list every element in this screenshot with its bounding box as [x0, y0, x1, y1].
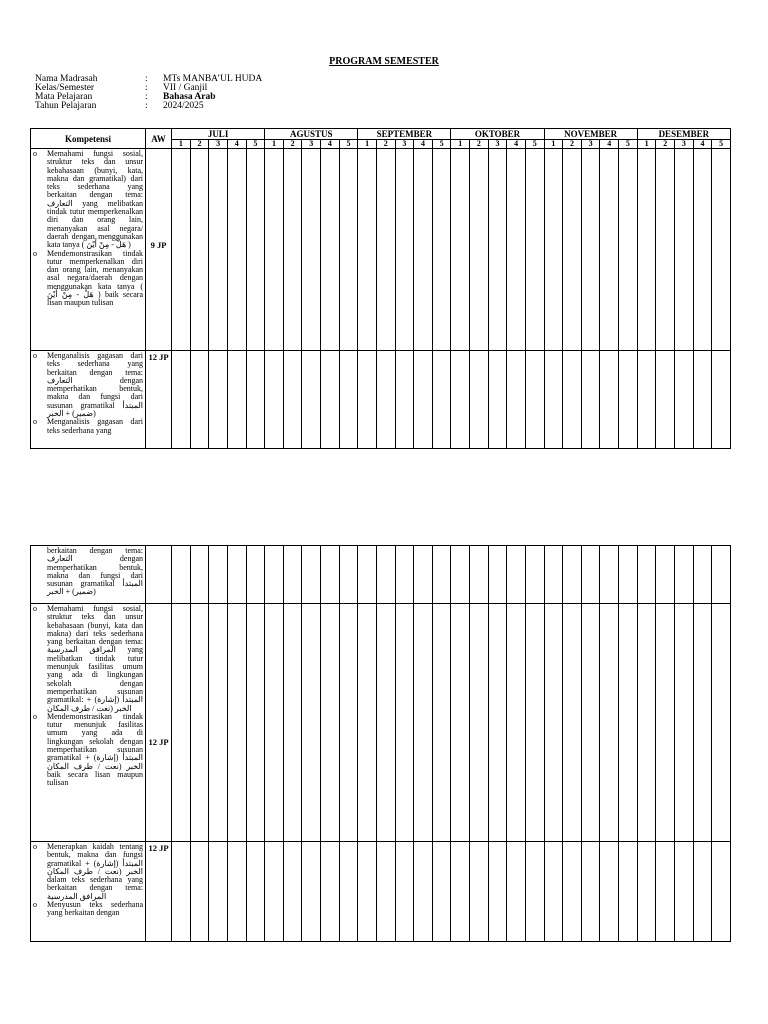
week-cell [507, 351, 526, 449]
info-label: Kelas/Semester [35, 83, 95, 93]
aw-cell [146, 604, 172, 842]
week-cell [637, 149, 656, 351]
week-cell [674, 842, 693, 942]
kompetensi-item-text: Memahami fungsi sosial, struktur teks dan unsur kebahasaan (bunyi, kata, makna dan gramatikal) dari teks sederhana yang berkaitan dengan tema: التعارف yang melibatkan tindak tutur memperkenalkan diri dan orang lain, menanyakan asal negara/ daerah dengan menggunakan kata tanya ( هَلْ - مِنْ أَيْنَ ) [47, 149, 143, 250]
header-week: 2 [283, 140, 302, 149]
header-week: 5 [246, 140, 265, 149]
week-cell [656, 546, 675, 604]
header-week: 4 [321, 140, 340, 149]
kompetensi-item-text: Menganalisis gagasan dari teks sederhana yang berkaitan dengan tema: التعارف dengan memperhatikan bentuk, makna dan fungsi dari susunan gramatikal المبتدأ (ضمير) + الخبر [47, 351, 143, 419]
week-cell [581, 546, 600, 604]
week-cell [693, 149, 712, 351]
table-row [31, 351, 731, 449]
kompetensi-item [33, 418, 143, 435]
info-label: Nama Madrasah [35, 74, 98, 84]
week-cell [451, 351, 470, 449]
info-label: Mata Pelajaran [35, 92, 93, 102]
week-cell [432, 351, 451, 449]
week-cell [451, 546, 470, 604]
week-cell [283, 351, 302, 449]
header-week: 2 [563, 140, 582, 149]
week-cell [209, 546, 228, 604]
bullet-marker [33, 547, 47, 597]
week-cell [339, 842, 358, 942]
week-cell [563, 604, 582, 842]
kompetensi-cell [31, 604, 146, 842]
week-cell [227, 149, 246, 351]
week-cell [619, 604, 638, 842]
week-cell [190, 546, 209, 604]
week-cell [227, 604, 246, 842]
header-week: 5 [619, 140, 638, 149]
kompetensi-item-text: berkaitan dengan tema: التعارف dengan memperhatikan bentuk, makna dan fungsi dari susunan gramatikal المبتدأ (ضمير) + الخبر [47, 546, 143, 597]
header-aw: AW [146, 129, 172, 149]
info-value: MTs MANBA’UL HUDA [163, 74, 263, 84]
header-week: 4 [693, 140, 712, 149]
week-cell [525, 149, 544, 351]
week-cell [265, 604, 284, 842]
week-cell [246, 149, 265, 351]
week-cell [302, 546, 321, 604]
week-cell [712, 351, 731, 449]
week-cell [712, 149, 731, 351]
kompetensi-item-text: Menerapkan kaidah tentang bentuk, makna dan fungsi gramatikal المبتدأ (إشارة) + الخبر (نعت / طرف المكان dalam teks sederhana yang berkaitan dengan tema: المرافق المدرسية [47, 842, 143, 901]
week-cell [358, 842, 377, 942]
week-cell [619, 149, 638, 351]
aw-value: 12 JP [148, 843, 169, 853]
week-cell [544, 546, 563, 604]
week-cell [619, 351, 638, 449]
week-cell [339, 546, 358, 604]
kompetensi-cell [31, 546, 146, 604]
info-colon: : [145, 74, 148, 84]
week-cell [488, 546, 507, 604]
week-cell [693, 546, 712, 604]
kompetensi-item-text: Memahami fungsi sosial, struktur teks dan unsur kebahasaan (bunyi, kata dan makna) dari teks sederhana yang berkaitan dengan tema: المرافق المدرسية yang melibatkan tindak tutur menunjuk fasilitas umum yang ada di lingkungan sekolah dengan memperhatikan susunan gramatikal: المبتدأ (إشارة) + الخبر (نعت / طرف المكان [47, 604, 143, 713]
kompetensi-text [31, 604, 145, 788]
header-week: 1 [172, 140, 191, 149]
header-week: 5 [525, 140, 544, 149]
week-cell [470, 149, 489, 351]
week-cell [507, 842, 526, 942]
info-colon: : [145, 92, 148, 102]
week-cell [190, 842, 209, 942]
week-cell [525, 842, 544, 942]
week-cell [395, 842, 414, 942]
kompetensi-cell [31, 351, 146, 449]
week-cell [525, 604, 544, 842]
week-cell [302, 842, 321, 942]
week-cell [637, 546, 656, 604]
week-cell [432, 546, 451, 604]
aw-cell [146, 546, 172, 604]
aw-value: 12 JP [148, 352, 169, 362]
header-week: 3 [395, 140, 414, 149]
header-month: SEPTEMBER [358, 129, 451, 140]
week-cell [414, 546, 433, 604]
week-cell [693, 604, 712, 842]
page-title: PROGRAM SEMESTER [329, 56, 439, 67]
header-month: AGUSTUS [265, 129, 358, 140]
header-month: OKTOBER [451, 129, 544, 140]
kompetensi-text [31, 546, 145, 597]
week-cell [414, 842, 433, 942]
week-cell [544, 604, 563, 842]
bullet-marker: o [33, 248, 37, 258]
kompetensi-item [33, 605, 143, 713]
week-cell [358, 604, 377, 842]
aw-value: 9 JP [150, 240, 167, 250]
week-cell [376, 842, 395, 942]
week-cell [376, 351, 395, 449]
week-cell [283, 842, 302, 942]
header-week: 5 [432, 140, 451, 149]
header-week: 3 [302, 140, 321, 149]
week-cell [675, 149, 694, 351]
aw-value [146, 546, 171, 548]
week-cell [376, 604, 395, 842]
kompetensi-text [31, 149, 145, 308]
week-cell [172, 351, 191, 449]
kompetensi-text [31, 351, 145, 435]
week-cell [414, 604, 433, 842]
week-cell [581, 149, 600, 351]
header-week: 2 [656, 140, 675, 149]
week-cell [321, 546, 340, 604]
header-week: 1 [544, 140, 563, 149]
week-cell [265, 351, 284, 449]
week-cell [619, 546, 638, 604]
header-week: 3 [581, 140, 600, 149]
week-cell [656, 351, 675, 449]
header-week: 3 [675, 140, 694, 149]
kompetensi-item-text: Mendemonstrasikan tindak tutur menunjuk fasilitas umum yang ada di lingkungan sekolah dengan memperhatikan susunan gramatikal المبتدأ (إشارة) + الخبر (نعت / طرف المكان baik secara lisan maupun tulisan [47, 711, 143, 788]
week-cell [190, 604, 209, 842]
week-cell [283, 604, 302, 842]
week-cell [302, 351, 321, 449]
week-cell [600, 351, 619, 449]
week-cell [432, 149, 451, 351]
week-cell [600, 546, 619, 604]
week-cell [246, 842, 265, 942]
kompetensi-item [33, 547, 143, 597]
week-cell [265, 546, 284, 604]
header-week: 2 [376, 140, 395, 149]
week-cell [209, 149, 228, 351]
table-row [31, 546, 731, 604]
info-colon: : [145, 83, 148, 93]
header-month: NOVEMBER [544, 129, 637, 140]
week-cell [544, 842, 563, 942]
week-cell [265, 149, 284, 351]
bullet-marker: o [33, 711, 37, 721]
week-cell [190, 149, 209, 351]
document-info [35, 75, 262, 111]
kompetensi-item [33, 150, 143, 250]
week-cell [488, 149, 507, 351]
week-cell [507, 546, 526, 604]
info-value: 2024/2025 [163, 101, 204, 111]
week-cell [488, 842, 507, 942]
header-month: DESEMBER [637, 129, 730, 140]
info-value: Bahasa Arab [163, 92, 216, 102]
kompetensi-cell [31, 149, 146, 351]
week-cell [581, 842, 600, 942]
week-cell [451, 842, 470, 942]
header-month: JULI [172, 129, 265, 140]
header-week: 1 [358, 140, 377, 149]
week-cell [488, 351, 507, 449]
bullet-marker: o [33, 604, 37, 613]
week-cell [507, 604, 526, 842]
week-cell [712, 604, 731, 842]
aw-value: 12 JP [148, 737, 169, 747]
aw-cell [146, 842, 172, 942]
week-cell [581, 351, 600, 449]
bullet-marker: o [33, 842, 37, 851]
week-cell [321, 351, 340, 449]
header-week: 4 [600, 140, 619, 149]
week-cell [544, 351, 563, 449]
week-cell [451, 149, 470, 351]
week-cell [656, 842, 675, 942]
week-cell [600, 149, 619, 351]
info-value: VII / Ganjil [163, 83, 208, 93]
week-cell [227, 351, 246, 449]
week-cell [190, 351, 209, 449]
week-cell [227, 546, 246, 604]
week-cell [563, 149, 582, 351]
header-row-months [31, 129, 731, 140]
week-cell [246, 351, 265, 449]
week-cell [358, 546, 377, 604]
week-cell [470, 842, 489, 942]
header-week: 1 [265, 140, 284, 149]
week-cell [637, 604, 656, 842]
table-row [31, 149, 731, 351]
week-cell [339, 149, 358, 351]
week-cell [525, 351, 544, 449]
schedule-table-page-2 [30, 545, 731, 942]
week-cell [674, 604, 693, 842]
week-cell [470, 351, 489, 449]
week-cell [674, 546, 693, 604]
week-cell [395, 149, 414, 351]
week-cell [414, 351, 433, 449]
header-week: 1 [637, 140, 656, 149]
header-week: 2 [190, 140, 209, 149]
week-cell [600, 604, 619, 842]
week-cell [656, 149, 675, 351]
header-week: 4 [507, 140, 526, 149]
kompetensi-item [33, 352, 143, 418]
week-cell [172, 149, 191, 351]
info-row [35, 102, 262, 111]
week-cell [600, 842, 619, 942]
week-cell [675, 351, 694, 449]
week-cell [488, 604, 507, 842]
info-label: Tahun Pelajaran [35, 101, 97, 111]
week-cell [432, 842, 451, 942]
kompetensi-item [33, 901, 143, 918]
week-cell [227, 842, 246, 942]
week-cell [563, 351, 582, 449]
week-cell [395, 604, 414, 842]
week-cell [172, 546, 191, 604]
header-week: 4 [227, 140, 246, 149]
week-cell [414, 149, 433, 351]
week-cell [283, 546, 302, 604]
week-cell [339, 351, 358, 449]
header-week: 5 [339, 140, 358, 149]
week-cell [395, 546, 414, 604]
week-cell [265, 842, 284, 942]
week-cell [563, 842, 582, 942]
week-cell [525, 546, 544, 604]
week-cell [172, 604, 191, 842]
week-cell [321, 842, 340, 942]
header-week: 4 [414, 140, 433, 149]
week-cell [209, 351, 228, 449]
week-cell [209, 842, 228, 942]
week-cell [563, 546, 582, 604]
header-week: 5 [712, 140, 731, 149]
week-cell [376, 149, 395, 351]
week-cell [432, 604, 451, 842]
week-cell [712, 546, 731, 604]
week-cell [209, 604, 228, 842]
table-row [31, 604, 731, 842]
week-cell [172, 842, 191, 942]
week-cell [246, 546, 265, 604]
week-cell [451, 604, 470, 842]
kompetensi-text [31, 842, 145, 918]
week-cell [302, 604, 321, 842]
bullet-marker: o [33, 417, 37, 427]
schedule-table-page-1 [30, 128, 731, 449]
bullet-marker: o [33, 900, 37, 910]
week-cell [581, 604, 600, 842]
week-cell [470, 604, 489, 842]
week-cell [339, 604, 358, 842]
week-cell [246, 604, 265, 842]
kompetensi-item-text: Menganalisis gagasan dari teks sederhana yang [47, 417, 143, 435]
week-cell [358, 149, 377, 351]
kompetensi-item [33, 843, 143, 901]
kompetensi-item [33, 250, 143, 308]
week-cell [693, 842, 712, 942]
week-cell [302, 149, 321, 351]
aw-cell [146, 351, 172, 449]
header-week: 1 [451, 140, 470, 149]
week-cell [470, 546, 489, 604]
kompetensi-item-text: Mendemonstrasikan tindak tutur memperkenalkan diri dan orang lain, menanyakan asal negara/daerah dengan menggunakan kata tanya ( هَلْ - مِنْ أَيْنَ ) baik secara lisan maupun tulisan [47, 248, 143, 308]
header-kompetensi: Kompetensi [31, 129, 146, 149]
week-cell [395, 351, 414, 449]
header-week: 3 [488, 140, 507, 149]
kompetensi-cell [31, 842, 146, 942]
week-cell [619, 842, 638, 942]
week-cell [321, 149, 340, 351]
kompetensi-item [33, 713, 143, 788]
week-cell [321, 604, 340, 842]
kompetensi-item-text: Menyusun teks sederhana yang berkaitan dengan [47, 900, 143, 918]
table-row [31, 842, 731, 942]
week-cell [358, 351, 377, 449]
header-week: 2 [470, 140, 489, 149]
week-cell [507, 149, 526, 351]
info-colon: : [145, 101, 148, 111]
week-cell [283, 149, 302, 351]
header-week: 3 [209, 140, 228, 149]
week-cell [656, 604, 675, 842]
bullet-marker: o [33, 149, 37, 158]
week-cell [637, 842, 656, 942]
week-cell [712, 842, 731, 942]
week-cell [544, 149, 563, 351]
week-cell [693, 351, 712, 449]
bullet-marker: o [33, 351, 37, 360]
week-cell [376, 546, 395, 604]
aw-cell [146, 149, 172, 351]
week-cell [637, 351, 656, 449]
